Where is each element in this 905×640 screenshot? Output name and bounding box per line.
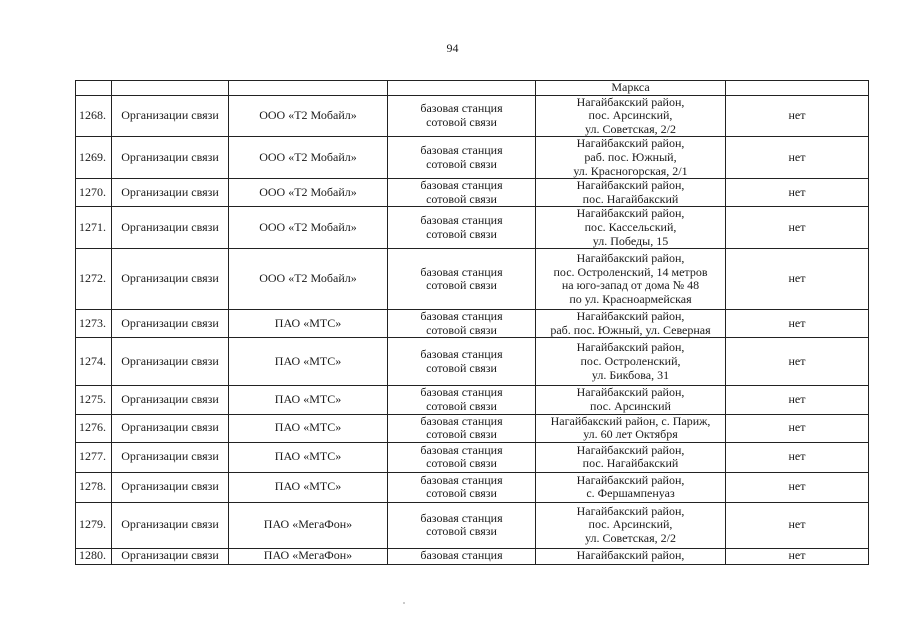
row-number-cell: 1268. bbox=[76, 95, 112, 137]
status-cell: нет bbox=[726, 386, 869, 414]
table-row bbox=[76, 386, 869, 414]
address-line: Нагайбакский район, bbox=[576, 206, 685, 221]
address-line: на юго-запад от дома № 48 bbox=[561, 278, 700, 293]
organization-cell: ООО «Т2 Мобайл» bbox=[229, 137, 388, 179]
table-row bbox=[76, 548, 869, 564]
status-cell: нет bbox=[726, 414, 869, 442]
address-line: пос. Нагайбакский bbox=[582, 191, 679, 206]
address-cell bbox=[536, 414, 726, 442]
address-line: Нагайбакский район, bbox=[576, 548, 685, 563]
category-cell: Организации связи bbox=[112, 137, 229, 179]
object-line: сотовой связи bbox=[426, 114, 497, 129]
address-line: ул. Красногорская, 2/1 bbox=[573, 163, 688, 178]
address-line: раб. пос. Южный, ул. Северная bbox=[550, 322, 711, 337]
address-cell bbox=[536, 95, 726, 137]
object-line: сотовой связи bbox=[426, 322, 497, 337]
address-line: Нагайбакский район, bbox=[576, 472, 685, 487]
object-line: базовая станция bbox=[420, 213, 503, 228]
table-row bbox=[76, 310, 869, 338]
table-row bbox=[76, 95, 869, 137]
address-cell bbox=[536, 338, 726, 386]
category-cell: Организации связи bbox=[112, 386, 229, 414]
register-table bbox=[75, 80, 869, 565]
table-row bbox=[76, 249, 869, 310]
object-line: сотовой связи bbox=[426, 456, 497, 471]
category-cell: Организации связи bbox=[112, 548, 229, 564]
organization-cell: ПАО «МТС» bbox=[229, 310, 388, 338]
row-number-cell: 1280. bbox=[76, 548, 112, 564]
row-number-cell: 1271. bbox=[76, 207, 112, 249]
object-line: базовая станция bbox=[420, 178, 503, 193]
object-cell bbox=[388, 472, 536, 502]
table-row bbox=[76, 472, 869, 502]
row-number-cell: 1269. bbox=[76, 137, 112, 179]
carry-over-row bbox=[76, 81, 869, 96]
object-cell bbox=[388, 179, 536, 207]
object-line: базовая станция bbox=[420, 442, 503, 457]
address-line: с. Фершампенуаз bbox=[586, 486, 675, 501]
category-cell: Организации связи bbox=[112, 414, 229, 442]
address-line: ул. Победы, 15 bbox=[592, 233, 669, 248]
address-line: пос. Арсинский bbox=[590, 398, 671, 413]
carry-over-cell bbox=[388, 81, 536, 96]
organization-cell: ООО «Т2 Мобайл» bbox=[229, 249, 388, 310]
address-line: Нагайбакский район, bbox=[576, 385, 685, 400]
status-cell: нет bbox=[726, 249, 869, 310]
organization-cell: ПАО «МТС» bbox=[229, 414, 388, 442]
address-cell bbox=[536, 442, 726, 472]
carry-over-cell bbox=[726, 81, 869, 96]
address-cell bbox=[536, 472, 726, 502]
address-line: пос. Остроленский, 14 метров bbox=[553, 264, 708, 279]
object-line: сотовой связи bbox=[426, 427, 497, 442]
category-cell: Организации связи bbox=[112, 95, 229, 137]
object-line: сотовой связи bbox=[426, 191, 497, 206]
address-line: ул. Бикбова, 31 bbox=[591, 367, 670, 382]
address-line: раб. пос. Южный, bbox=[584, 149, 677, 164]
organization-cell: ООО «Т2 Мобайл» bbox=[229, 207, 388, 249]
row-number-cell: 1272. bbox=[76, 249, 112, 310]
address-cell bbox=[536, 310, 726, 338]
object-line: базовая станция bbox=[420, 548, 503, 563]
table-row bbox=[76, 338, 869, 386]
object-line: базовая станция bbox=[420, 414, 503, 428]
address-line: ул. 60 лет Октября bbox=[583, 427, 678, 442]
status-cell: нет bbox=[726, 442, 869, 472]
row-number-cell: 1275. bbox=[76, 386, 112, 414]
status-cell: нет bbox=[726, 472, 869, 502]
object-line: базовая станция bbox=[420, 385, 503, 400]
carry-over-address: Маркса bbox=[536, 81, 726, 96]
object-line: базовая станция bbox=[420, 510, 503, 525]
address-cell bbox=[536, 502, 726, 548]
row-number-cell: 1277. bbox=[76, 442, 112, 472]
address-line: ул. Советская, 2/2 bbox=[585, 121, 676, 136]
scan-speck bbox=[403, 602, 405, 604]
carry-over-cell bbox=[76, 81, 112, 96]
category-cell: Организации связи bbox=[112, 472, 229, 502]
row-number-cell: 1279. bbox=[76, 502, 112, 548]
status-cell: нет bbox=[726, 137, 869, 179]
object-line: базовая станция bbox=[420, 309, 503, 324]
object-cell bbox=[388, 414, 536, 442]
status-cell: нет bbox=[726, 310, 869, 338]
category-cell: Организации связи bbox=[112, 207, 229, 249]
object-line: сотовой связи bbox=[426, 360, 497, 375]
row-number-cell: 1273. bbox=[76, 310, 112, 338]
address-line: пос. Арсинский, bbox=[588, 517, 673, 532]
table-row bbox=[76, 137, 869, 179]
address-line: Нагайбакский район, bbox=[576, 178, 685, 193]
address-line: пос. Кассельский, bbox=[584, 219, 677, 234]
object-cell bbox=[388, 442, 536, 472]
organization-cell: ПАО «МТС» bbox=[229, 386, 388, 414]
object-cell bbox=[388, 137, 536, 179]
address-cell bbox=[536, 386, 726, 414]
organization-cell: ПАО «МТС» bbox=[229, 472, 388, 502]
organization-cell: ПАО «МегаФон» bbox=[229, 502, 388, 548]
category-cell: Организации связи bbox=[112, 338, 229, 386]
category-cell: Организации связи bbox=[112, 310, 229, 338]
address-line: по ул. Красноармейская bbox=[569, 291, 692, 306]
address-line: ул. Советская, 2/2 bbox=[585, 530, 676, 545]
category-cell: Организации связи bbox=[112, 442, 229, 472]
address-line: пос. Арсинский, bbox=[588, 108, 673, 123]
address-line: Нагайбакский район, bbox=[576, 309, 685, 324]
table-row bbox=[76, 207, 869, 249]
category-cell: Организации связи bbox=[112, 249, 229, 310]
object-line: сотовой связи bbox=[426, 486, 497, 501]
status-cell: нет bbox=[726, 207, 869, 249]
address-cell bbox=[536, 137, 726, 179]
organization-cell: ПАО «МТС» bbox=[229, 338, 388, 386]
object-cell bbox=[388, 338, 536, 386]
object-line: сотовой связи bbox=[426, 156, 497, 171]
organization-cell: ПАО «МегаФон» bbox=[229, 548, 388, 564]
object-line: базовая станция bbox=[420, 347, 503, 362]
object-line: базовая станция bbox=[420, 472, 503, 487]
object-line: базовая станция bbox=[420, 101, 503, 116]
status-cell: нет bbox=[726, 338, 869, 386]
object-line: базовая станция bbox=[420, 264, 503, 279]
status-cell: нет bbox=[726, 502, 869, 548]
organization-cell: ПАО «МТС» bbox=[229, 442, 388, 472]
row-number-cell: 1274. bbox=[76, 338, 112, 386]
register-table-body bbox=[76, 81, 869, 565]
category-cell: Организации связи bbox=[112, 502, 229, 548]
carry-over-cell bbox=[112, 81, 229, 96]
object-line: сотовой связи bbox=[426, 278, 497, 293]
address-line: Нагайбакский район, bbox=[576, 442, 685, 457]
table-row bbox=[76, 414, 869, 442]
object-cell bbox=[388, 502, 536, 548]
table-row bbox=[76, 502, 869, 548]
object-cell bbox=[388, 386, 536, 414]
table-row bbox=[76, 442, 869, 472]
object-cell bbox=[388, 310, 536, 338]
organization-cell: ООО «Т2 Мобайл» bbox=[229, 179, 388, 207]
address-cell bbox=[536, 207, 726, 249]
row-number-cell: 1278. bbox=[76, 472, 112, 502]
address-cell bbox=[536, 548, 726, 564]
address-line: пос. Остроленский, bbox=[580, 354, 681, 369]
table-row bbox=[76, 179, 869, 207]
address-cell bbox=[536, 179, 726, 207]
address-line: пос. Нагайбакский bbox=[582, 456, 679, 471]
row-number-cell: 1270. bbox=[76, 179, 112, 207]
object-cell bbox=[388, 207, 536, 249]
address-line: Нагайбакский район, bbox=[576, 340, 685, 355]
object-cell bbox=[388, 249, 536, 310]
status-cell: нет bbox=[726, 548, 869, 564]
object-line: сотовой связи bbox=[426, 398, 497, 413]
status-cell: нет bbox=[726, 95, 869, 137]
address-line: Нагайбакский район, bbox=[576, 503, 685, 518]
organization-cell: ООО «Т2 Мобайл» bbox=[229, 95, 388, 137]
address-cell bbox=[536, 249, 726, 310]
status-cell: нет bbox=[726, 179, 869, 207]
object-cell bbox=[388, 548, 536, 564]
address-line: Нагайбакский район, bbox=[576, 250, 685, 265]
address-line: Нагайбакский район, bbox=[576, 95, 685, 109]
object-line: сотовой связи bbox=[426, 226, 497, 241]
object-cell bbox=[388, 95, 536, 137]
address-line: Нагайбакский район, с. Париж, bbox=[550, 414, 711, 428]
page-number: 94 bbox=[446, 41, 459, 55]
object-line: базовая станция bbox=[420, 143, 503, 158]
address-line: Нагайбакский район, bbox=[576, 136, 685, 151]
carry-over-cell bbox=[229, 81, 388, 96]
category-cell: Организации связи bbox=[112, 179, 229, 207]
object-line: сотовой связи bbox=[426, 524, 497, 539]
row-number-cell: 1276. bbox=[76, 414, 112, 442]
